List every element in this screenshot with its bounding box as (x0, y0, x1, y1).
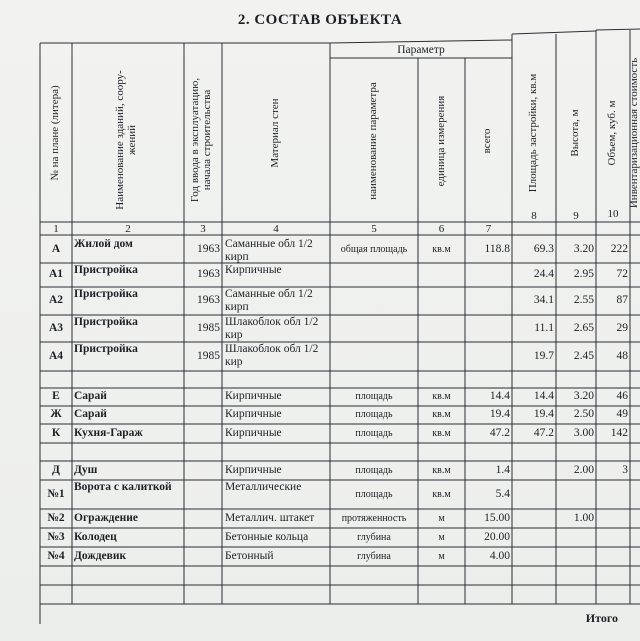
cell-area: 19.4 (533, 408, 554, 420)
cell-year: 1985 (197, 321, 220, 334)
cell-lit: А (51, 243, 61, 255)
col-number: 2 (125, 223, 131, 235)
cell-area (512, 531, 554, 545)
cell-mat: Саманные обл 1/2 кирп (225, 288, 313, 313)
col-header-height: Высота, м (569, 109, 581, 157)
cell-area: 47.2 (533, 426, 554, 439)
cell-lit: А2 (48, 294, 64, 306)
col-number: 10 (607, 208, 619, 220)
total-label: Итого (585, 611, 618, 625)
cell-name: Колодец (74, 530, 117, 543)
cell-volume: 72 (616, 268, 628, 280)
cell-lit: К (51, 426, 61, 439)
cell-area: 14.4 (533, 390, 554, 402)
cell-mat: Кирпичные (225, 408, 282, 420)
cell-volume (596, 512, 628, 526)
cell-param (331, 294, 417, 308)
cell-year: 1963 (197, 294, 220, 306)
cell-param: площадь (355, 464, 393, 476)
cell-year (184, 408, 220, 422)
cell-lit: №3 (47, 530, 65, 543)
cell-name: Ворота с калиткой (74, 481, 172, 493)
cell-height (556, 550, 594, 564)
cell-year (184, 488, 220, 502)
cell-total: 118.8 (484, 243, 510, 255)
cell-total (465, 322, 510, 336)
cell-lit: А4 (48, 349, 64, 362)
cell-year (184, 464, 220, 478)
col-header-volume: Объем, куб. м (606, 100, 618, 166)
cell-lit: №4 (47, 549, 65, 562)
cell-year: 1985 (197, 349, 220, 362)
cell-area (512, 550, 554, 564)
cell-height: 2.50 (573, 408, 594, 420)
cell-lit: Д (52, 463, 60, 476)
page-title: 2. СОСТАВ ОБЪЕКТА (237, 12, 403, 28)
cell-area: 11.1 (534, 321, 554, 334)
cell-year (184, 390, 220, 404)
cell-lit: Е (52, 390, 60, 402)
col-header-year: Год ввода в эксплуатацию, начала строительства (189, 77, 213, 203)
cell-total (465, 268, 510, 282)
cell-volume: 46 (616, 390, 628, 402)
col-header-param-name: наименование параметра (367, 82, 379, 200)
cell-param: площадь (355, 488, 393, 500)
cell-total: 5.4 (495, 487, 510, 500)
cell-year (184, 550, 220, 564)
cell-name: Кухня-Гараж (74, 426, 143, 439)
cell-area: 19.7 (533, 349, 554, 362)
cell-unit: кв.м (432, 409, 451, 420)
col-header-area: Площадь застройки, кв.м (527, 73, 539, 193)
col-number: 1 (53, 223, 59, 235)
cell-total: 14.4 (489, 390, 510, 402)
cell-total: 1.4 (495, 463, 510, 476)
cell-year (184, 531, 220, 545)
cell-unit: кв.м (432, 488, 451, 500)
cell-area (512, 512, 554, 526)
cell-param: глубина (357, 531, 391, 543)
cell-name: Пристройка (74, 316, 138, 328)
cell-total: 4.00 (489, 549, 510, 562)
cell-height: 2.00 (573, 463, 594, 476)
cell-area (512, 488, 554, 502)
cell-volume: 48 (616, 349, 628, 362)
cell-unit: кв.м (432, 427, 451, 439)
cell-name: Сарай (74, 390, 107, 402)
cell-height (556, 488, 594, 502)
cell-param (331, 322, 417, 336)
cell-lit: А1 (48, 268, 64, 280)
cell-mat: Бетонный (225, 549, 274, 562)
col-header-unit: единица измерения (435, 95, 447, 187)
cell-mat: Кирпичные (225, 390, 282, 402)
cell-param (331, 268, 417, 282)
cell-unit (418, 294, 465, 308)
cell-lit: №2 (47, 511, 65, 524)
cell-name: Ограждение (74, 511, 138, 524)
cell-volume: 142 (610, 426, 628, 439)
cell-unit: м (438, 550, 445, 562)
cell-volume (596, 531, 628, 545)
col-number: 8 (531, 210, 537, 222)
cell-mat: Шлакоблок обл 1/2 кир (225, 316, 319, 341)
cell-lit: №1 (47, 487, 65, 500)
cell-total (465, 294, 510, 308)
cell-total: 19.4 (489, 408, 510, 420)
cell-volume (596, 488, 628, 502)
cell-mat: Металлические (225, 481, 302, 493)
col-header-material: Материал стен (269, 98, 281, 168)
cell-height: 2.95 (573, 268, 594, 280)
cell-unit (418, 322, 465, 336)
cell-param: площадь (355, 391, 393, 402)
cell-unit: м (438, 531, 445, 543)
cell-area (512, 464, 554, 478)
cell-height (556, 531, 594, 545)
cell-height: 1.00 (573, 511, 594, 524)
cell-height: 2.45 (573, 349, 594, 362)
cell-unit: кв.м (432, 391, 451, 402)
cell-area: 24.4 (533, 268, 554, 280)
col-header-inventory-cost: Инвентаризационная стоимость (628, 57, 640, 209)
cell-height: 3.20 (573, 390, 594, 402)
cell-name: Пристройка (74, 343, 138, 355)
cell-unit (418, 350, 465, 364)
cell-total: 47.2 (489, 426, 510, 439)
cell-volume: 222 (610, 243, 628, 255)
cell-mat: Бетонные кольца (225, 530, 309, 543)
cell-volume: 3 (622, 463, 628, 476)
cell-name: Сарай (74, 408, 107, 420)
cell-volume: 49 (616, 408, 628, 420)
cell-lit: Ж (50, 408, 62, 420)
cell-mat: Кирпичные (225, 463, 282, 476)
cell-total: 15.00 (484, 511, 510, 524)
cell-name: Пристройка (74, 264, 138, 276)
col-number: 3 (200, 223, 206, 235)
col-header-number: № на плане (литера) (49, 85, 61, 181)
cell-height: 2.65 (573, 321, 594, 334)
cell-volume: 29 (616, 321, 628, 334)
cell-unit (418, 268, 465, 282)
cell-param: общая площадь (340, 244, 408, 255)
cell-year (184, 427, 220, 441)
cell-total: 20.00 (484, 530, 510, 543)
col-number: 4 (273, 223, 279, 235)
cell-height: 3.00 (573, 426, 594, 439)
cell-unit: кв.м (432, 464, 451, 476)
cell-area: 69.3 (533, 243, 554, 255)
cell-mat: Шлакоблок обл 1/2 кир (225, 343, 319, 368)
col-number: 7 (485, 223, 492, 235)
cell-mat: Кирпичные (225, 264, 282, 276)
cell-name: Дождевик (74, 549, 127, 562)
cell-height: 3.20 (573, 243, 594, 255)
col-header-name: Наименование зданий, соору- жений (114, 70, 138, 210)
parameter-group-header: Параметр (397, 44, 445, 56)
col-number: 6 (438, 223, 445, 235)
cell-param (331, 350, 417, 364)
cell-volume: 87 (616, 294, 628, 306)
col-header-total: всего (481, 128, 493, 154)
cell-year: 1963 (197, 243, 220, 255)
cell-lit: А3 (48, 321, 64, 334)
cell-year (184, 512, 220, 526)
cell-param: площадь (355, 427, 393, 439)
cell-mat: Саманные обл 1/2 кирп (225, 238, 313, 263)
cell-mat: Кирпичные (225, 426, 282, 439)
cell-mat: Металлич. штакет (225, 511, 315, 524)
cell-total (465, 350, 510, 364)
cell-year: 1963 (197, 268, 220, 280)
cell-param: протяженность (341, 512, 407, 524)
cell-param: площадь (355, 409, 393, 420)
cell-height: 2.55 (573, 294, 594, 306)
cell-area: 34.1 (533, 294, 554, 306)
cell-name: Душ (74, 463, 98, 476)
col-number: 9 (573, 210, 579, 222)
cell-name: Пристройка (74, 288, 138, 300)
cell-volume (596, 550, 628, 564)
cell-unit: кв.м (432, 244, 451, 255)
col-number: 5 (371, 223, 377, 235)
cell-name: Жилой дом (74, 238, 133, 250)
cell-param: глубина (357, 550, 391, 562)
cell-unit: м (438, 512, 445, 524)
